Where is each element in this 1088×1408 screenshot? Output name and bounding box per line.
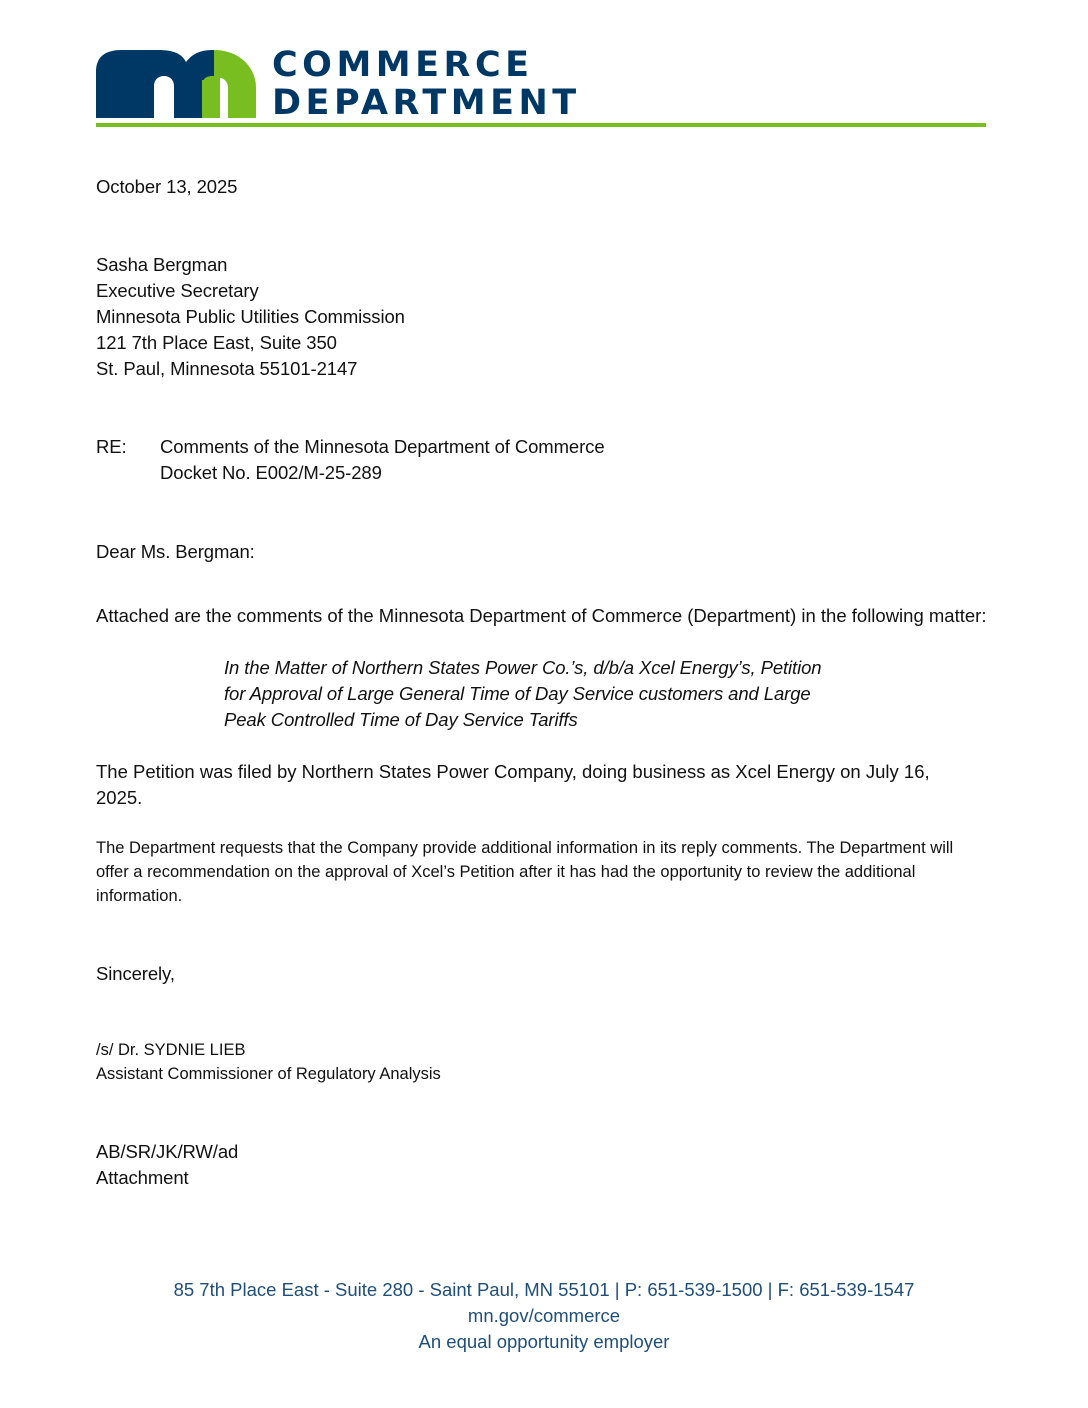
signature: /s/ Dr. SYDNIE LIEB [96,1041,246,1059]
recipient-street: 121 7th Place East, Suite 350 [96,332,337,353]
docket-number: Docket No. E002/M-25-289 [160,462,382,483]
footer-website-link[interactable]: mn.gov/commerce [467,1305,621,1326]
matter-title [224,655,821,733]
recipient-name: Sasha Bergman [96,254,228,275]
re-line: Comments of the Minnesota Department of Commerce [160,436,605,457]
signature-block [96,1038,441,1086]
reference-block [96,1139,238,1191]
mn-logo-icon [96,50,256,118]
body-paragraph-intro: Attached are the comments of the Minnesota Department of Commerce (Department) in the following matter: [96,605,987,626]
recipient-org: Minnesota Public Utilities Commission [96,306,405,327]
recipient-address [96,252,405,382]
matter-line: Peak Controlled Time of Day Service Tariffs [224,709,578,730]
matter-line: for Approval of Large General Time of Day Service customers and Large [224,683,811,704]
re-subject [160,434,605,486]
letter-date: October 13, 2025 [96,176,238,197]
matter-line: In the Matter of Northern States Power Co.’s, d/b/a Xcel Energy’s, Petition [224,657,822,678]
signer-title: Assistant Commissioner of Regulatory Analysis [96,1065,441,1083]
footer-eoe: An equal opportunity employer [418,1331,670,1352]
header-divider [96,123,986,127]
footer [0,1277,1088,1355]
re-label: RE: [96,436,127,457]
body-paragraph-request: The Department requests that the Company provide additional information in its reply comments. The Department will offer a recommendation on the approval of Xcel’s Petition after it has had the opportunity to review the additional information. [96,839,954,905]
closing: Sincerely, [96,963,175,984]
recipient-title: Executive Secretary [96,280,259,301]
salutation: Dear Ms. Bergman: [96,541,255,562]
body-paragraph-filing: The Petition was filed by Northern States Power Company, doing business as Xcel Energy on July 16, 2025. [96,761,930,808]
typist-initials: AB/SR/JK/RW/ad [96,1141,239,1162]
enclosure-note: Attachment [96,1167,189,1188]
footer-address: 85 7th Place East - Suite 280 - Saint Paul, MN 55101 | P: 651-539-1500 | F: 651-539-1547 [173,1279,915,1300]
org-name-line1: COMMERCE [272,45,534,85]
org-name-line2: DEPARTMENT [272,83,581,123]
recipient-city: St. Paul, Minnesota 55101-2147 [96,358,358,379]
org-name [272,46,581,122]
